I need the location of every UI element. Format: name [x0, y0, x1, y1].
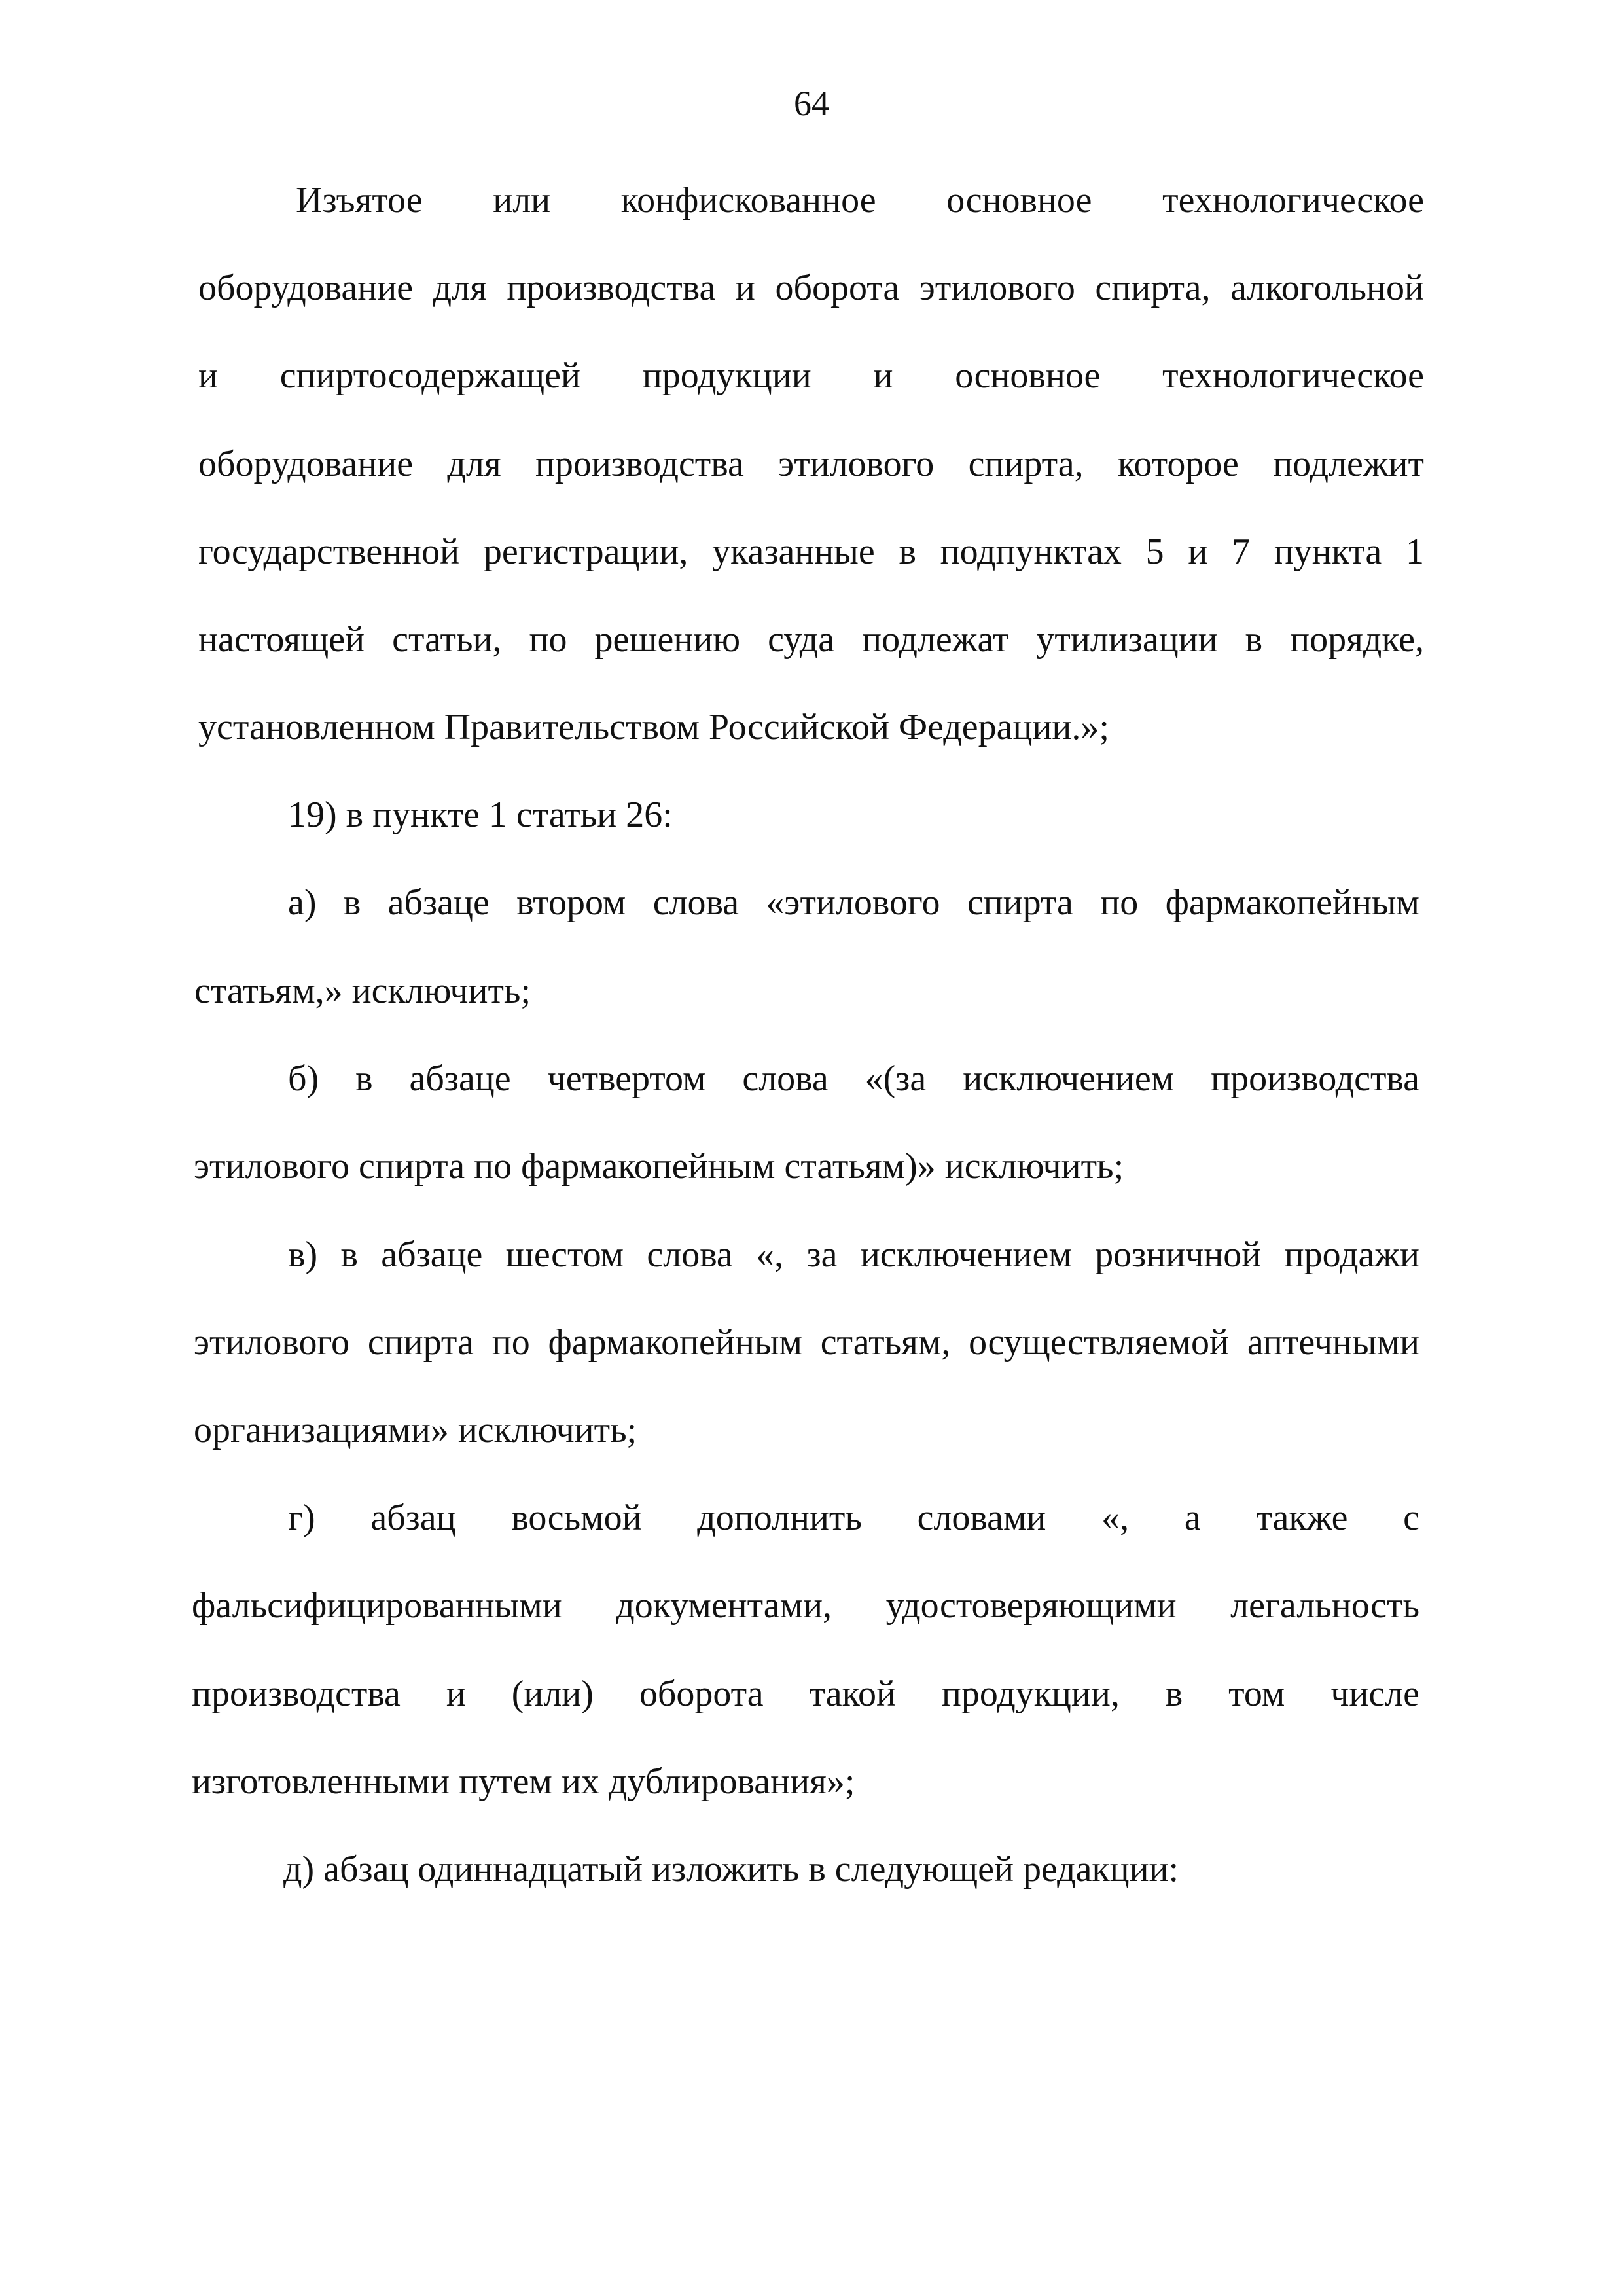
text-line: г) абзац восьмой дополнить словами «, а также с	[288, 1498, 1419, 1538]
text-line: установленном Правительством Российской Федерации.»;	[198, 707, 1109, 747]
text-line: оборудование для производства этилового спирта, которое подлежит	[198, 444, 1424, 484]
text-line: б) в абзаце четвертом слова «(за исключением производства	[288, 1058, 1419, 1099]
page-number: 64	[794, 84, 829, 123]
text-line: 19) в пункте 1 статьи 26:	[288, 795, 673, 835]
text-line: настоящей статьи, по решению суда подлежат утилизации в порядке,	[198, 619, 1424, 660]
text-line: а) в абзаце втором слова «этилового спирта по фармакопейным	[288, 882, 1419, 923]
text-line: этилового спирта по фармакопейным статьям)» исключить;	[194, 1146, 1124, 1187]
text-line: производства и (или) оборота такой продукции, в том числе	[192, 1674, 1419, 1714]
text-line: оборудование для производства и оборота этилового спирта, алкогольной	[198, 268, 1424, 308]
text-line: и спиртосодержащей продукции и основное технологическое	[198, 355, 1424, 396]
text-line: д) абзац одиннадцатый изложить в следующей редакции:	[283, 1849, 1179, 1890]
text-line: организациями» исключить;	[194, 1410, 637, 1450]
text-line: статьям,» исключить;	[194, 971, 531, 1011]
text-line: фальсифицированными документами, удостоверяющими легальность	[192, 1585, 1419, 1626]
text-line: в) в абзаце шестом слова «, за исключением розничной продажи	[288, 1234, 1419, 1275]
text-line: этилового спирта по фармакопейным статьям, осуществляемой аптечными	[194, 1322, 1419, 1363]
text-line: изготовленными путем их дублирования»;	[192, 1761, 855, 1802]
text-line: Изъятое или конфискованное основное технологическое	[296, 180, 1424, 221]
text-line: государственной регистрации, указанные в подпунктах 5 и 7 пункта 1	[198, 531, 1424, 572]
